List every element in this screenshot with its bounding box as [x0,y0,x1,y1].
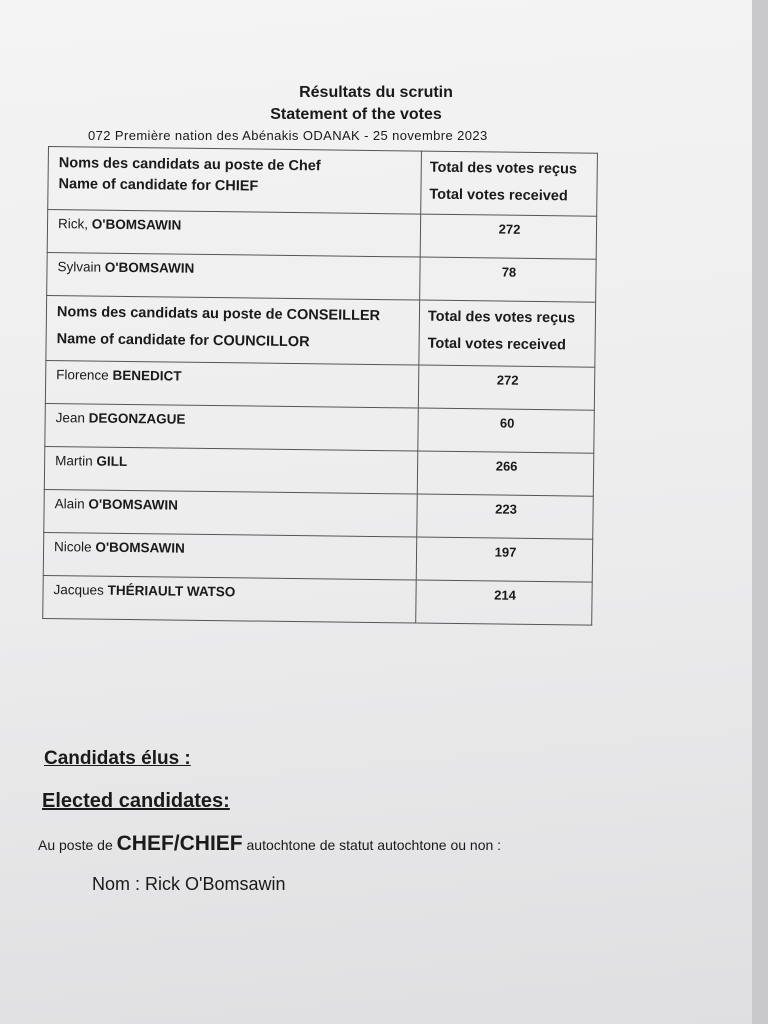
candidate-first-name: Martin [55,453,93,469]
candidate-name-cell [47,210,420,258]
candidate-votes: 272 [418,365,595,410]
results-table [42,146,598,626]
page-edge-shadow [752,0,768,1024]
candidate-first-name: Nicole [54,539,92,555]
candidate-last-name: THÉRIAULT WATSO [107,582,236,600]
candidate-votes: 78 [420,257,597,302]
candidate-votes: 197 [416,537,593,582]
candidate-first-name: Alain [54,496,85,512]
table-row [44,490,593,540]
title-french: Résultats du scrutin [299,84,453,101]
chief-header-name-cell [48,147,422,215]
title-english: Statement of the votes [270,106,442,123]
table-row [44,447,593,497]
councillor-header-votes-fr: Total des votes reçus [427,308,576,327]
candidate-first-name: Florence [56,367,109,383]
candidate-name-cell [44,490,417,538]
elected-position-line [38,832,501,856]
candidate-name-cell [43,576,416,624]
candidate-name-cell [44,447,417,495]
elected-heading-fr: Candidats élus : [44,748,191,769]
candidate-last-name: BENEDICT [112,367,182,384]
candidate-last-name: O'BOMSAWIN [91,216,182,233]
table-row [43,533,592,583]
elected-chief-name: Nom : Rick O'Bomsawin [92,874,286,894]
candidate-votes: 214 [416,580,593,625]
candidate-name-cell [43,533,416,581]
position-title: CHEF/CHIEF [116,832,243,855]
table-row [47,210,596,260]
position-prefix: Au poste de [38,837,113,853]
councillor-header-row [46,296,596,368]
candidate-first-name: Sylvain [57,259,102,275]
candidate-last-name: GILL [96,453,128,470]
candidate-first-name: Rick, [57,216,89,232]
candidate-name-cell [45,404,418,452]
candidate-votes: 272 [420,214,597,259]
candidate-name-cell [45,361,418,409]
chief-header-votes-fr: Total des votes reçus [429,159,578,178]
chief-header-votes-en: Total votes received [429,186,568,205]
table-row [45,361,594,411]
candidate-votes: 266 [417,451,594,496]
candidate-first-name: Jacques [53,582,104,598]
chief-header-row [48,147,598,217]
candidate-last-name: O'BOMSAWIN [104,259,195,276]
chief-header-name-fr: Noms des candidats au poste de Chef [58,155,321,175]
candidate-last-name: O'BOMSAWIN [95,539,185,556]
table-row [43,576,592,626]
candidate-first-name: Jean [55,410,86,426]
councillor-header-name-en: Name of candidate for COUNCILLOR [56,331,310,351]
councillor-header-name-fr: Noms des candidats au poste de CONSEILLER [56,304,381,325]
chief-header-name-en: Name of candidate for CHIEF [58,176,259,195]
councillor-header-name-cell [46,296,420,366]
chief-header-votes-cell [421,151,598,216]
candidate-votes: 223 [417,494,594,539]
councillor-header-votes-cell [419,300,596,367]
table-row [47,253,596,303]
candidate-last-name: O'BOMSAWIN [88,496,178,513]
candidate-votes: 60 [418,408,595,453]
position-suffix: autochtone de statut autochtone ou non : [246,837,502,853]
table-row [45,404,594,454]
councillor-header-votes-en: Total votes received [427,335,567,354]
subtitle-nation-date: 072 Première nation des Abénakis ODANAK - 25 novembre 2023 [88,128,488,143]
elected-heading-en: Elected candidates: [42,790,230,812]
candidate-name-cell [47,253,420,301]
candidate-last-name: DEGONZAGUE [88,410,186,427]
